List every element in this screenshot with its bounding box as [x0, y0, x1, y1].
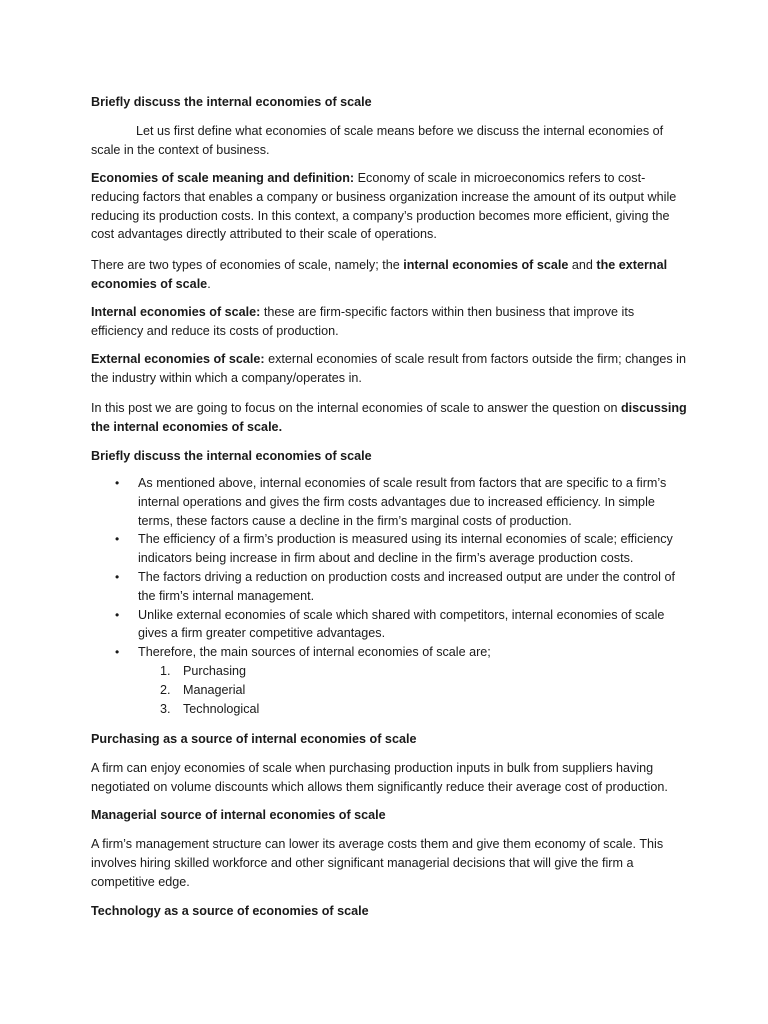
source-item: [138, 662, 687, 681]
types-post: .: [207, 276, 211, 291]
types-paragraph: [91, 256, 687, 294]
external-text: external economies of scale result from factors outside the firm; changes in the industry within which a company/operates in.: [91, 352, 686, 385]
bullet-list: [91, 474, 687, 718]
list-item: [91, 643, 687, 718]
types-pre: There are two types of economies of scale, namely; the: [91, 258, 404, 272]
types-internal-bold: internal economies of scale: [403, 258, 569, 272]
bullet-text: As mentioned above, internal economies of scale result from factors that are specific to a firm’s internal operations and gives the firm costs advantages due to increased efficiency. In simple terms, these factors cause a decline in the firm’s marginal costs of production.: [138, 476, 667, 528]
heading-briefly-discuss: Briefly discuss the internal economies of scale: [91, 95, 372, 109]
heading-technology: Technology as a source of economies of scale: [91, 904, 369, 918]
bullet-dot: •: [115, 569, 120, 584]
types-external-bold: the external economies of scale: [91, 258, 668, 291]
bullet-text: Unlike external economies of scale which shared with competitors, internal economies of scale gives a firm greater competitive advantages.: [138, 607, 665, 641]
source-label: Managerial: [183, 682, 246, 697]
source-item: [138, 681, 687, 700]
internal-label: Internal economies of scale:: [91, 305, 261, 319]
focus-pre: In this post we are going to focus on the internal economies of scale to answer the question on: [91, 401, 621, 415]
definition-label: Economies of scale meaning and definition:: [91, 171, 355, 185]
source-label: Technological: [183, 701, 260, 716]
external-paragraph: [91, 350, 687, 388]
source-number: 1.: [160, 663, 171, 678]
internal-text: these are firm-specific factors within then business that improve its efficiency and reduce its costs of production.: [91, 305, 635, 338]
heading-purchasing: Purchasing as a source of internal economies of scale: [91, 732, 417, 746]
bullet-dot: •: [115, 532, 120, 547]
internal-paragraph: [91, 303, 687, 341]
definition-text: Economy of scale in microeconomics refers to cost-reducing factors that enables a company or business organization increase the amount of its output while reducing its production costs. In this context, a company’s production becomes more efficient, giving the cost advantages directly attributed to their scale of operations.: [91, 171, 677, 242]
list-item: [91, 606, 687, 644]
list-item: [91, 474, 687, 530]
source-number: 2.: [160, 682, 171, 697]
bullet-text: The efficiency of a firm’s production is measured using its internal economies of scale; efficiency indicators being increase in firm about and decline in the firm’s average production costs.: [138, 532, 673, 566]
source-label: Purchasing: [183, 663, 247, 678]
intro-paragraph: Let us first define what economies of scale means before we discuss the internal economies of scale in the context of business.: [91, 124, 664, 157]
bullet-text: The factors driving a reduction on production costs and increased output are under the control of the firm’s internal management.: [138, 569, 675, 603]
sources-list: [138, 662, 687, 718]
focus-bold: discussing the internal economies of scale.: [91, 401, 687, 434]
types-mid: and: [568, 258, 597, 272]
source-number: 3.: [160, 701, 171, 716]
list-item: [91, 568, 687, 606]
purchasing-paragraph: A firm can enjoy economies of scale when purchasing production inputs in bulk from suppliers having negotiated on volume discounts which allows them significantly reduce their average cost of production.: [91, 761, 668, 794]
definition-paragraph: [91, 169, 687, 244]
heading-managerial: Managerial source of internal economies of scale: [91, 808, 386, 822]
source-item: [138, 700, 687, 719]
bullet-dot: •: [115, 476, 120, 490]
bullet-dot: •: [115, 607, 120, 622]
bullet-text: Therefore, the main sources of internal economies of scale are;: [138, 645, 491, 660]
managerial-paragraph: A firm’s management structure can lower its average costs them and give them economy of scale. This involves hiring skilled workforce and other significant managerial decisions that will give the firm a competitive edge.: [91, 837, 664, 889]
bullet-dot: •: [115, 645, 120, 660]
heading-briefly-discuss-2: Briefly discuss the internal economies of scale: [91, 449, 372, 463]
external-label: External economies of scale:: [91, 352, 265, 366]
list-item: [91, 530, 687, 568]
focus-paragraph: [91, 399, 687, 437]
